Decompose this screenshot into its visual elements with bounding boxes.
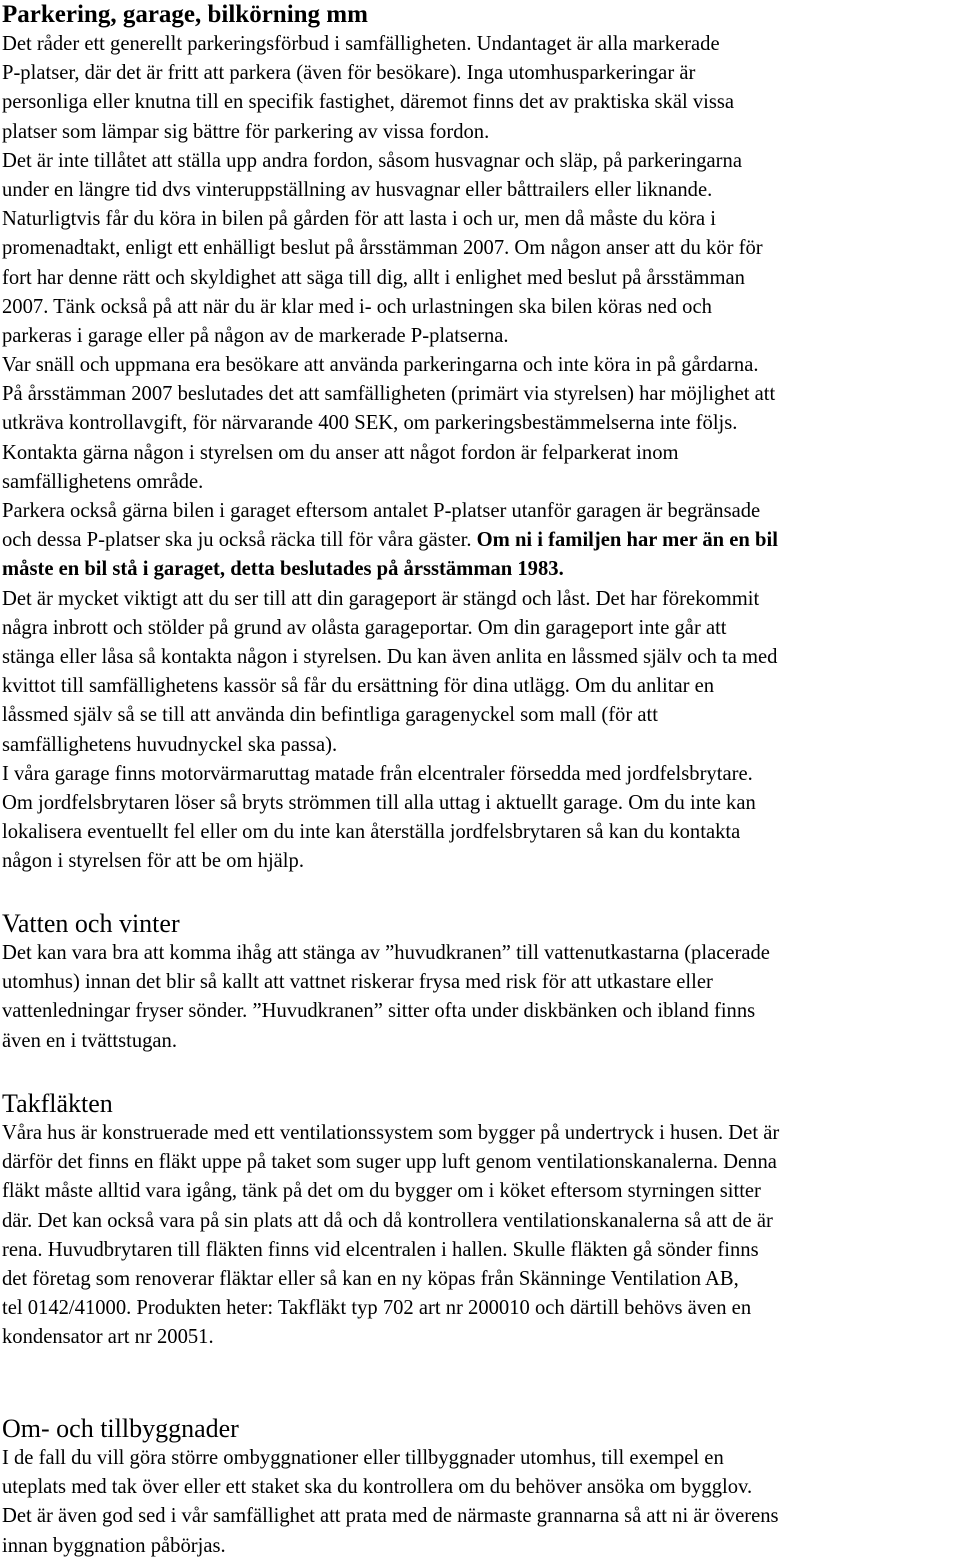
paragraph-line bbox=[2, 118, 960, 147]
paragraph-line bbox=[2, 322, 960, 351]
paragraph-line bbox=[2, 30, 960, 59]
text-segment: och dessa P-platser ska ju också räcka till för våra gäster. bbox=[2, 529, 477, 552]
text-segment: rena. Huvudbrytaren till fläkten finns vid elcentralen i hallen. Skulle fläkten gå sönder finns bbox=[2, 1238, 759, 1261]
paragraph-line bbox=[2, 731, 960, 760]
paragraph-line bbox=[2, 968, 960, 997]
text-segment: vattenledningar fryser sönder. ”Huvudkranen” sitter ofta under diskbänken och ibland finns bbox=[2, 1000, 756, 1023]
paragraph-line bbox=[2, 1119, 960, 1148]
text-segment: Våra hus är konstruerade med ett ventilationssystem som bygger på undertryck i husen. Det är bbox=[2, 1122, 780, 1144]
text-segment: I våra garage finns motorvärmaruttag matade från elcentraler försedda med jordfelsbrytare. bbox=[2, 762, 753, 785]
paragraph-line bbox=[2, 789, 960, 818]
paragraph-line bbox=[2, 643, 960, 672]
text-segment: Det är även god sed i vår samfällighet att prata med de närmaste grannarna så att ni är överens bbox=[2, 1505, 779, 1528]
text-segment: tel 0142/41000. Produkten heter: Takfläkt typ 702 art nr 200010 och därtill behövs även en bbox=[2, 1297, 752, 1320]
paragraph-line bbox=[2, 264, 960, 293]
text-segment: Det kan vara bra att komma ihåg att stänga av ”huvudkranen” till vattenutkastarna (placerade bbox=[2, 942, 770, 964]
paragraph-line bbox=[2, 847, 960, 876]
paragraph-line bbox=[2, 585, 960, 614]
paragraph-line bbox=[2, 497, 960, 526]
section-heading: Takfläkten bbox=[2, 1089, 113, 1118]
text-segment: samfällighetens huvudnyckel ska passa). bbox=[2, 733, 338, 756]
paragraph-line bbox=[2, 1236, 960, 1265]
paragraph-line bbox=[2, 1294, 960, 1323]
paragraph-line bbox=[2, 468, 960, 497]
paragraph-line bbox=[2, 1323, 960, 1352]
paragraph-line bbox=[2, 1177, 960, 1206]
paragraph-line bbox=[2, 409, 960, 438]
text-segment: stänga eller låsa så kontakta någon i styrelsen. Du kan även anlita en låssmed själv och ta med bbox=[2, 645, 778, 668]
text-segment: därför det finns en fläkt uppe på taket som suger upp luft genom ventilationskanalerna. Denna bbox=[2, 1151, 777, 1174]
section-heading: Om- och tillbyggnader bbox=[2, 1414, 239, 1443]
text-segment: Kontakta gärna någon i styrelsen om du anser att något fordon är felparkerat inom bbox=[2, 441, 679, 464]
text-segment: innan byggnation påbörjas. bbox=[2, 1534, 226, 1557]
paragraph-line bbox=[2, 1532, 960, 1561]
section-heading: Parkering, garage, bilkörning mm bbox=[2, 1, 368, 28]
text-segment: Det är mycket viktigt att du ser till att din garageport är stängd och låst. Det har förekommit bbox=[2, 587, 760, 610]
paragraph-line bbox=[2, 439, 960, 468]
text-segment: kvittot till samfällighetens kassör så får du ersättning för dina utlägg. Om du anlitar en bbox=[2, 675, 715, 698]
paragraph-line bbox=[2, 818, 960, 847]
section-parkering bbox=[2, 0, 960, 876]
section-body bbox=[2, 1444, 960, 1561]
section-heading: Vatten och vinter bbox=[2, 909, 180, 938]
text-segment: fläkt måste alltid vara igång, tänk på det om du bygger om i köket eftersom styrningen sitter bbox=[2, 1180, 761, 1203]
paragraph-line bbox=[2, 293, 960, 322]
text-segment: På årsstämman 2007 beslutades det att samfälligheten (primärt via styrelsen) har möjlighet att bbox=[2, 383, 776, 406]
paragraph-line bbox=[2, 1027, 960, 1056]
paragraph-line bbox=[2, 1502, 960, 1531]
text-segment: Det råder ett generellt parkeringsförbud i samfälligheten. Undantaget är alla markerade bbox=[2, 33, 720, 55]
paragraph-line bbox=[2, 555, 960, 584]
text-segment: utkräva kontrollavgift, för närvarande 400 SEK, om parkeringsbestämmelserna inte följs. bbox=[2, 412, 738, 435]
text-segment: utomhus) innan det blir så kallt att vattnet riskerar frysa med risk för att utkastare eller bbox=[2, 971, 713, 994]
bold-text: Om ni i familjen har mer än en bil bbox=[476, 529, 778, 552]
section-body bbox=[2, 939, 960, 1056]
paragraph-line bbox=[2, 997, 960, 1026]
paragraph-line bbox=[2, 351, 960, 380]
text-segment: I de fall du vill göra större ombyggnationer eller tillbyggnader utomhus, till exempel en bbox=[2, 1447, 724, 1469]
paragraph-line bbox=[2, 380, 960, 409]
text-segment: P-platser, där det är fritt att parkera (även för besökare). Inga utomhusparkeringar är bbox=[2, 62, 696, 85]
text-segment: samfällighetens område. bbox=[2, 470, 204, 493]
paragraph-line bbox=[2, 614, 960, 643]
paragraph-line bbox=[2, 1444, 960, 1473]
text-segment: det företag som renoverar fläktar eller så kan en ny köpas från Skänninge Ventilation AB, bbox=[2, 1267, 739, 1290]
text-segment: låssmed själv så se till att använda din befintliga garagenyckel som mall (för att bbox=[2, 704, 658, 727]
paragraph-line bbox=[2, 701, 960, 730]
paragraph-line bbox=[2, 1148, 960, 1177]
text-segment: fort har denne rätt och skyldighet att säga till dig, allt i enlighet med beslut på årsstämman bbox=[2, 266, 745, 289]
text-segment: några inbrott och stölder på grund av olåsta garageportar. Om din garageport inte går att bbox=[2, 616, 727, 639]
section-vatten-och-vinter bbox=[2, 909, 960, 1056]
paragraph-line bbox=[2, 147, 960, 176]
section-takflakten bbox=[2, 1089, 960, 1353]
section-om-och-tillbyggnader bbox=[2, 1414, 960, 1561]
paragraph-line bbox=[2, 760, 960, 789]
text-segment: även en i tvättstugan. bbox=[2, 1029, 177, 1052]
paragraph-line bbox=[2, 1207, 960, 1236]
paragraph-line bbox=[2, 205, 960, 234]
text-segment: Om jordfelsbrytaren löser så bryts strömmen till alla uttag i aktuellt garage. Om du inte kan bbox=[2, 791, 756, 814]
paragraph-line bbox=[2, 176, 960, 205]
paragraph-line bbox=[2, 526, 960, 555]
text-segment: platser som lämpar sig bättre för parkering av vissa fordon. bbox=[2, 120, 490, 143]
text-segment: parkeras i garage eller på någon av de markerade P-platserna. bbox=[2, 324, 509, 347]
text-segment: någon i styrelsen för att be om hjälp. bbox=[2, 850, 304, 873]
text-segment: Det är inte tillåtet att ställa upp andra fordon, såsom husvagnar och släp, på parkeringarna bbox=[2, 149, 742, 172]
text-segment: lokalisera eventuellt fel eller om du inte kan återställa jordfelsbrytaren så kan du kontakta bbox=[2, 821, 741, 844]
text-segment: där. Det kan också vara på sin plats att då och då kontrollera ventilationskanalerna så att de är bbox=[2, 1209, 773, 1232]
paragraph-line bbox=[2, 939, 960, 968]
text-segment: Naturligtvis får du köra in bilen på gården för att lasta i och ur, men då måste du köra i bbox=[2, 208, 717, 231]
paragraph-line bbox=[2, 59, 960, 88]
text-segment: personliga eller knutna till en specifik fastighet, däremot finns det av praktiska skäl vissa bbox=[2, 91, 735, 114]
paragraph-line bbox=[2, 672, 960, 701]
section-body bbox=[2, 30, 960, 876]
paragraph-line bbox=[2, 88, 960, 117]
text-segment: 2007. Tänk också på att när du är klar med i- och urlastningen ska bilen köras ned och bbox=[2, 295, 712, 318]
text-segment: under en längre tid dvs vinteruppställning av husvagnar eller båttrailers eller liknande. bbox=[2, 178, 713, 201]
text-segment: kondensator art nr 20051. bbox=[2, 1326, 214, 1349]
text-segment: Parkera också gärna bilen i garaget eftersom antalet P-platser utanför garagen är begränsade bbox=[2, 500, 761, 522]
text-segment: promenadtakt, enligt ett enhälligt beslut på årsstämman 2007. Om någon anser att du kör för bbox=[2, 237, 763, 260]
paragraph-line bbox=[2, 1473, 960, 1502]
text-segment: Var snäll och uppmana era besökare att använda parkeringarna och inte köra in på gårdarna. bbox=[2, 354, 759, 377]
section-body bbox=[2, 1119, 960, 1353]
bold-text: måste en bil stå i garaget, detta beslutades på årsstämman 1983. bbox=[2, 558, 564, 581]
paragraph-line bbox=[2, 234, 960, 263]
paragraph-line bbox=[2, 1265, 960, 1294]
text-segment: uteplats med tak över eller ett staket ska du kontrollera om du behöver ansöka om bygglov. bbox=[2, 1476, 753, 1499]
